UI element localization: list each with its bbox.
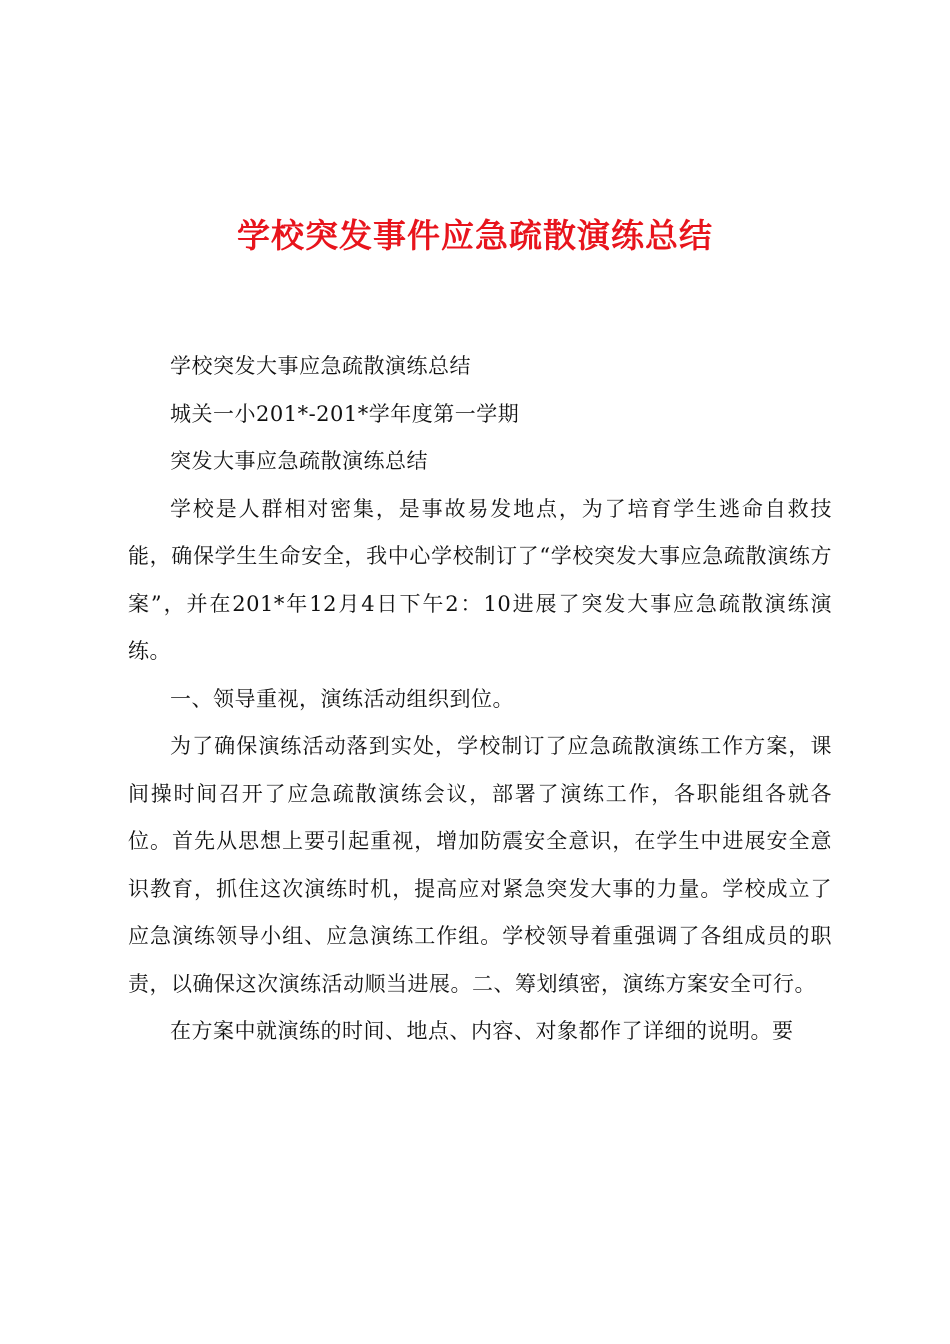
paragraph-intro: 学校是人群相对密集，是事故易发地点，为了培育学生逃命自救技能，确保学生生命安全，我中心学校制订了“学校突发大事应急疏散演练方案”，并在201*年12月4日下午2：10进展了突发大事应急疏散演练演练。 [128,496,832,663]
document-title: 学校突发事件应急疏散演练总结 [237,216,713,255]
paragraph-section-one: 一、领导重视，演练活动组织到位。 [170,686,514,711]
paragraph-heading: 学校突发大事应急疏散演练总结 [170,354,471,378]
paragraph-plan-details: 在方案中就演练的时间、地点、内容、对象都作了详细的说明。要 [170,1019,794,1043]
paragraph-school-term: 城关一小201*-201*学年度第一学期 [170,401,520,426]
document-body [128,343,832,1056]
paragraph-subtitle: 突发大事应急疏散演练总结 [170,449,428,473]
paragraph-section-one-body: 为了确保演练活动落到实处，学校制订了应急疏散演练工作方案，课间操时间召开了应急疏散演练会议，部署了演练工作，各职能组各就各位。首先从思想上要引起重视，增加防震安全意识，在学生中进展安全意识教育，抓住这次演练时机，提高应对紧急突发大事的力量。学校成立了应急演练领导小组、应急演练工作组。学校领导着重强调了各组成员的职责，以确保这次演练活动顺当进展。二、筹划缜密，演练方案安全可行。 [128,734,832,996]
